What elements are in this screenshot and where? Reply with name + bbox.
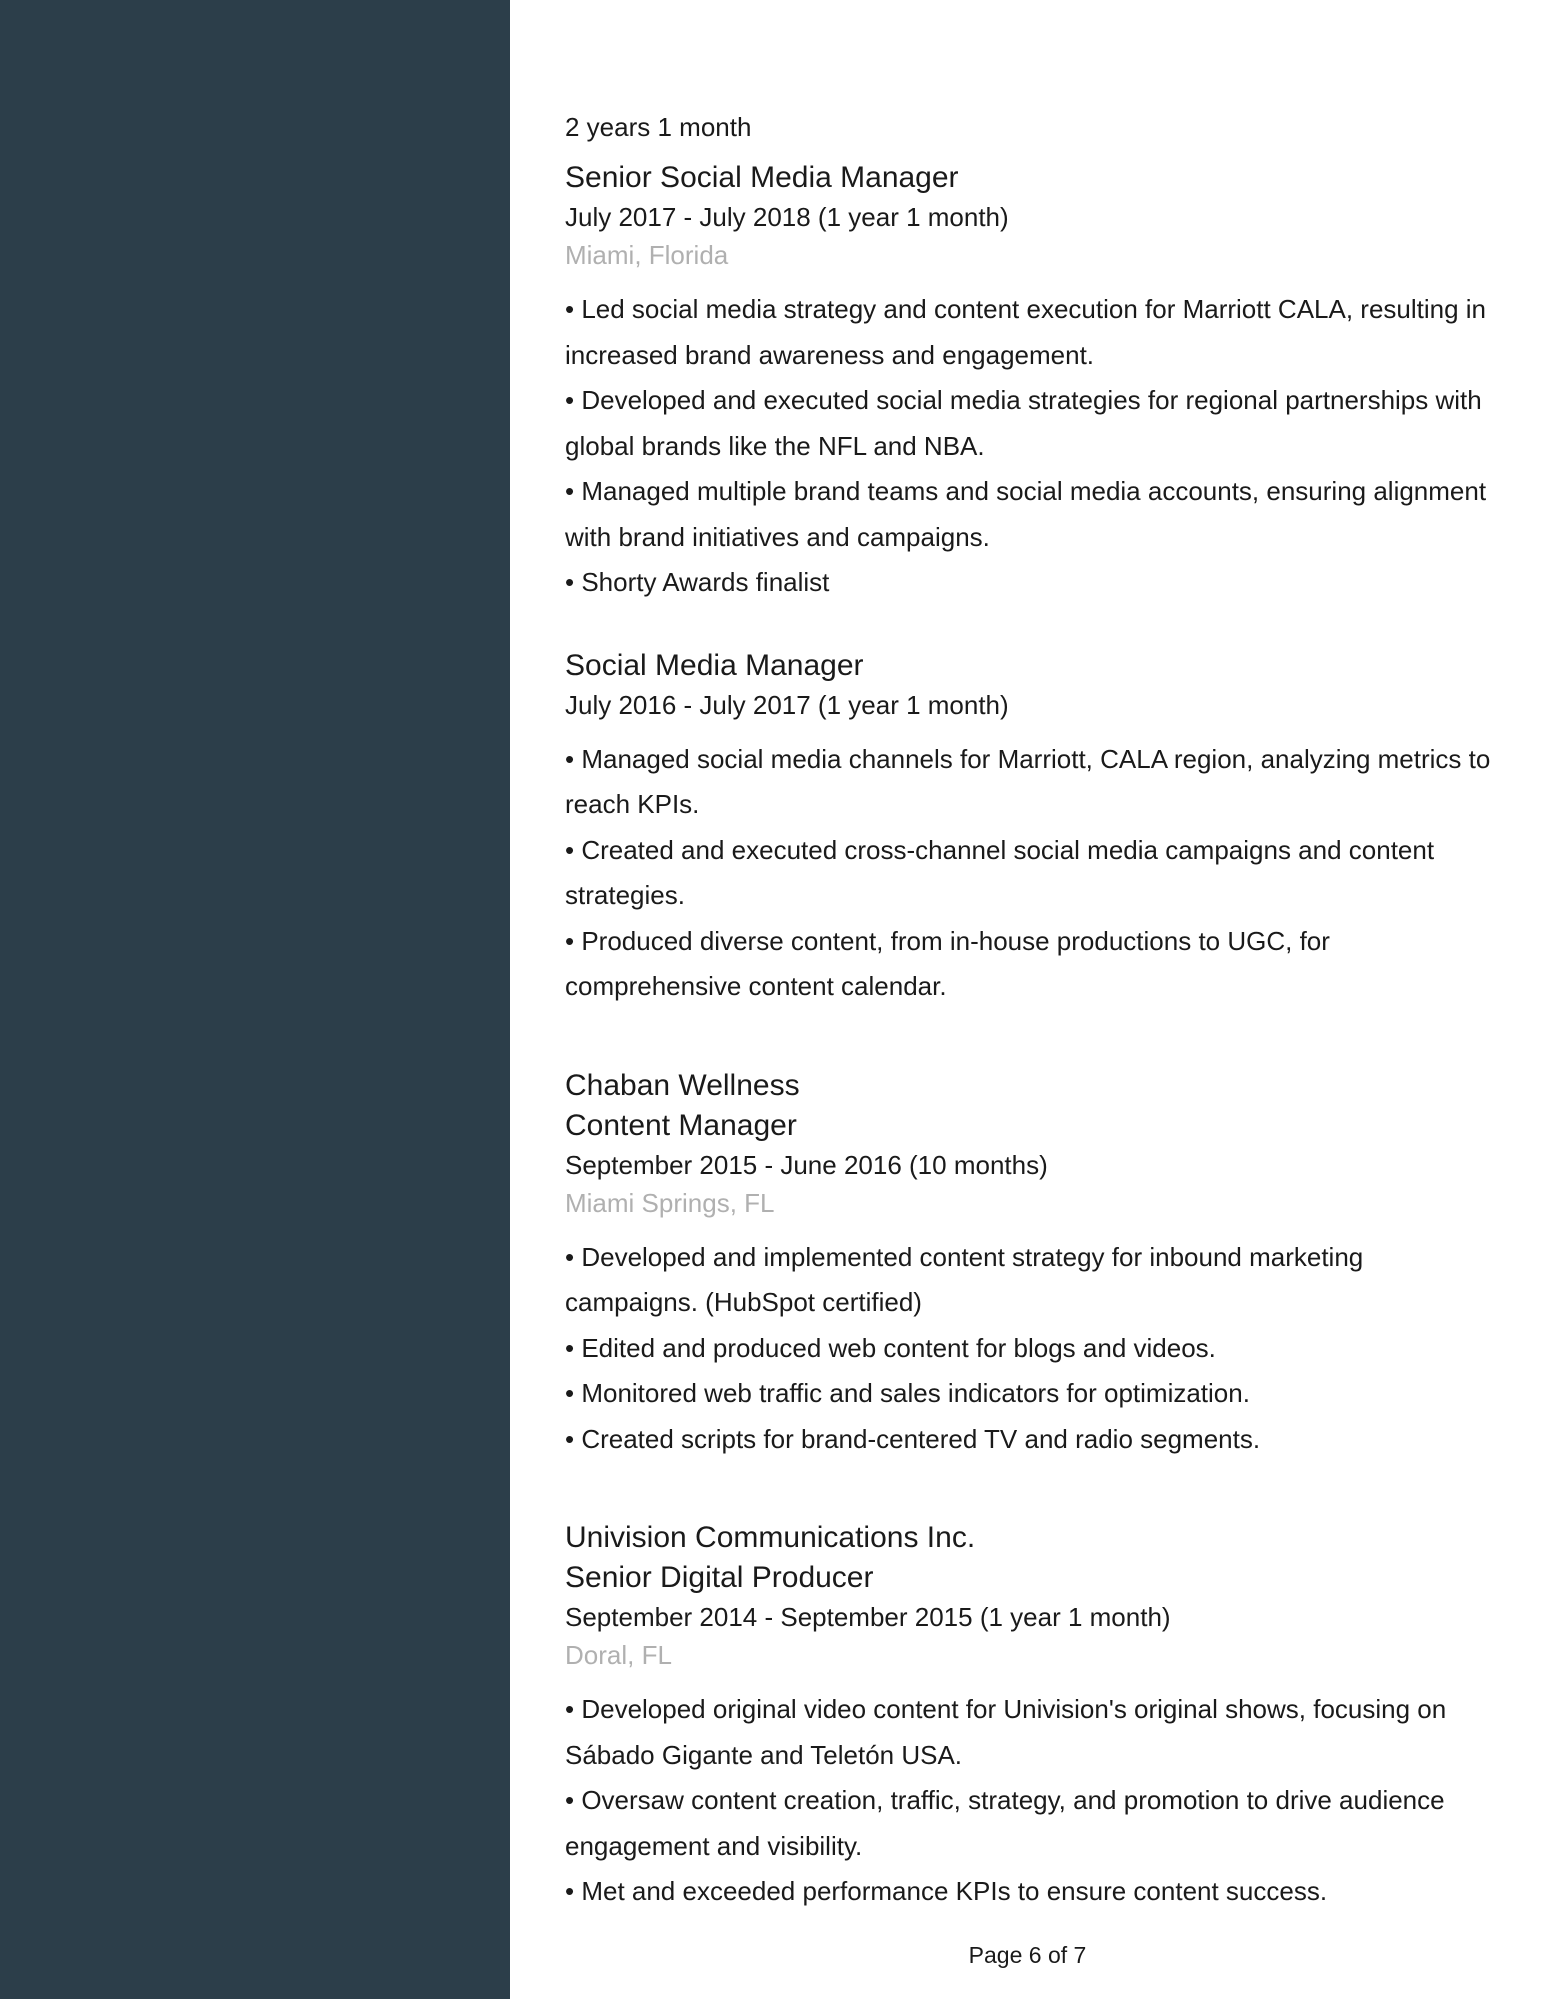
job-bullet: • Developed original video content for Univision's original shows, focusing on Sábado Gigante and Teletón USA. <box>565 1694 1447 1770</box>
job-title: Senior Digital Producer <box>565 1561 874 1594</box>
job-dates: September 2014 - September 2015 (1 year 1 month) <box>565 1602 1171 1632</box>
experience-entry <box>565 1518 1500 1915</box>
job-bullet: • Developed and implemented content strategy for inbound marketing campaigns. (HubSpot certified) <box>565 1241 1364 1317</box>
experience-entry <box>565 1066 1500 1463</box>
sidebar-panel <box>0 0 510 1999</box>
job-bullet: • Shorty Awards finalist <box>565 567 830 597</box>
job-bullet: • Produced diverse content, from in-house productions to UGC, for comprehensive content calendar. <box>565 925 1330 1001</box>
job-bullet: • Led social media strategy and content execution for Marriott CALA, resulting in increased brand awareness and engagement. <box>565 294 1487 370</box>
experience-entry <box>565 646 1500 1010</box>
job-location: Miami, Florida <box>565 240 729 270</box>
job-title: Content Manager <box>565 1108 797 1142</box>
job-title: Social Media Manager <box>565 648 864 682</box>
job-bullet: • Managed multiple brand teams and social media accounts, ensuring alignment with brand initiatives and campaigns. <box>565 476 1487 552</box>
job-bullet: • Monitored web traffic and sales indicators for optimization. <box>565 1378 1250 1408</box>
job-dates: July 2016 - July 2017 (1 year 1 month) <box>565 689 1009 720</box>
job-bullet: • Created scripts for brand-centered TV and radio segments. <box>565 1423 1261 1454</box>
job-bullet: • Created and executed cross-channel social media campaigns and content strategies. <box>565 834 1435 910</box>
company-tenure: 2 years 1 month <box>565 112 752 142</box>
job-bullet: • Met and exceeded performance KPIs to ensure content success. <box>565 1876 1328 1906</box>
job-dates: September 2015 - June 2016 (10 months) <box>565 1149 1048 1180</box>
job-location: Miami Springs, FL <box>565 1187 775 1218</box>
job-bullet: • Developed and executed social media strategies for regional partnerships with global brands like the NFL and NBA. <box>565 385 1482 461</box>
page-number: Page 6 of 7 <box>968 1942 1087 1968</box>
company-name: Univision Communications Inc. <box>565 1521 976 1554</box>
job-dates: July 2017 - July 2018 (1 year 1 month) <box>565 202 1009 232</box>
job-bullet-list <box>565 1687 1500 1915</box>
job-bullet: • Managed social media channels for Marriott, CALA region, analyzing metrics to reach KPIs. <box>565 743 1491 819</box>
experience-section <box>565 108 1500 1955</box>
job-bullet-list <box>565 737 1500 1010</box>
job-bullet: • Edited and produced web content for blogs and videos. <box>565 1332 1216 1363</box>
job-bullet-list <box>565 1235 1500 1463</box>
job-bullet: • Oversaw content creation, traffic, strategy, and promotion to drive audience engagement and visibility. <box>565 1785 1445 1861</box>
job-location: Doral, FL <box>565 1640 672 1670</box>
experience-entry <box>565 158 1500 606</box>
job-title: Senior Social Media Manager <box>565 161 959 194</box>
company-name: Chaban Wellness <box>565 1068 800 1102</box>
job-bullet-list <box>565 287 1500 606</box>
